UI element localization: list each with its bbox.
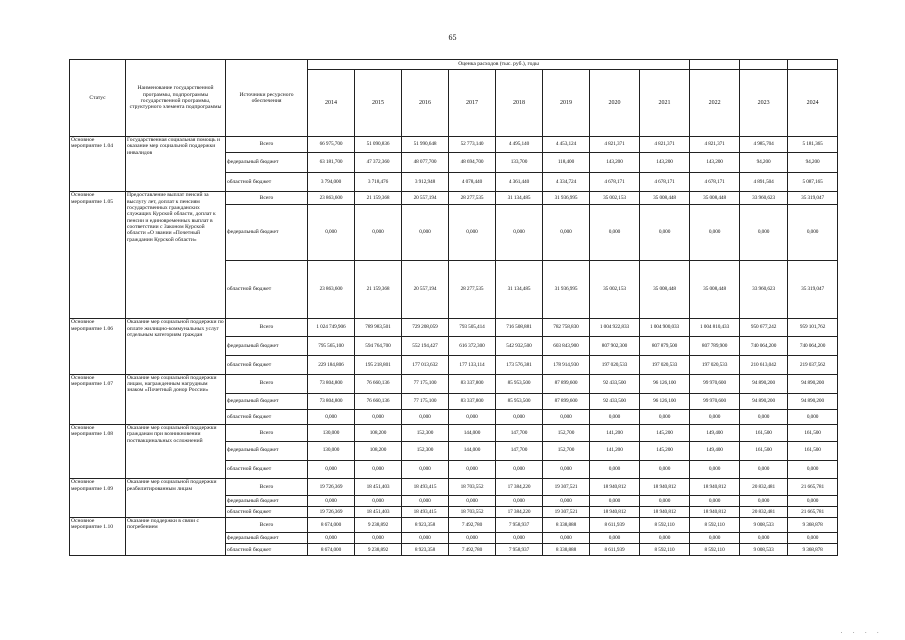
- header-year: 2019: [543, 70, 590, 137]
- amount-cell: 18 940,812: [640, 479, 690, 496]
- page-number: 65: [448, 33, 457, 42]
- amount-cell: 19 307,521: [543, 506, 590, 518]
- amount-cell: 28 277,535: [449, 192, 496, 205]
- amount-cell: 0,000: [640, 496, 690, 506]
- amount-cell: 4 495,140: [496, 137, 543, 153]
- amount-cell: 0,000: [449, 410, 496, 425]
- amount-cell: 85 953,500: [496, 393, 543, 410]
- measure-name: Оказание поддержки в связи с погребением: [126, 518, 226, 556]
- measure-status: Основное мероприятие 1.08: [70, 424, 126, 478]
- amount-cell: 18 940,812: [590, 479, 640, 496]
- header-estimate: Оценка расходов (тыс. руб.), годы: [308, 60, 690, 70]
- funding-source: Всего: [226, 479, 308, 496]
- amount-cell: 1 024 749,906: [308, 319, 355, 337]
- amount-cell: 94 890,200: [740, 393, 788, 410]
- amount-cell: 48 694,700: [449, 152, 496, 172]
- funding-source: федеральный бюджет: [226, 393, 308, 410]
- amount-cell: 3 794,000: [308, 172, 355, 192]
- amount-cell: 197 020,533: [690, 355, 740, 374]
- amount-cell: 51 090,836: [355, 137, 402, 153]
- amount-cell: 31 936,995: [543, 260, 590, 319]
- amount-cell: 145,200: [640, 441, 690, 460]
- amount-cell: 161,500: [740, 441, 788, 460]
- header-blank-2023: [740, 60, 788, 70]
- amount-cell: 0,000: [355, 205, 402, 261]
- amount-cell: 18 940,812: [690, 479, 740, 496]
- amount-cell: 542 932,500: [496, 337, 543, 356]
- amount-cell: 0,000: [402, 532, 449, 544]
- amount-cell: 19 726,369: [308, 479, 355, 496]
- amount-cell: 0,000: [788, 460, 838, 479]
- amount-cell: 0,000: [690, 532, 740, 544]
- amount-cell: 18 451,403: [355, 479, 402, 496]
- amount-cell: 66 975,700: [308, 137, 355, 153]
- funding-source: областной бюджет: [226, 506, 308, 518]
- amount-cell: 793 505,414: [449, 319, 496, 337]
- amount-cell: 0,000: [640, 460, 690, 479]
- amount-cell: 8 592,110: [640, 518, 690, 533]
- table-row: [70, 137, 838, 153]
- amount-cell: 21 665,781: [788, 506, 838, 518]
- amount-cell: 0,000: [690, 496, 740, 506]
- amount-cell: 31 134,485: [496, 192, 543, 205]
- measure-status: Основное мероприятие 1.10: [70, 518, 126, 556]
- amount-cell: 9 008,533: [740, 518, 788, 533]
- measure-status: Основное мероприятие 1.06: [70, 319, 126, 374]
- amount-cell: 4 821,371: [690, 137, 740, 153]
- funding-source: областной бюджет: [226, 172, 308, 192]
- amount-cell: 83 337,800: [449, 374, 496, 393]
- table-row: [70, 192, 838, 205]
- header-year: 2022: [690, 70, 740, 137]
- amount-cell: 807 902,300: [590, 337, 640, 356]
- amount-cell: 0,000: [690, 460, 740, 479]
- amount-cell: 9 368,878: [788, 544, 838, 556]
- amount-cell: 5 087,165: [788, 172, 838, 192]
- amount-cell: 0,000: [402, 460, 449, 479]
- amount-cell: 145,200: [640, 424, 690, 441]
- amount-cell: 0,000: [590, 205, 640, 261]
- amount-cell: 0,000: [308, 205, 355, 261]
- measure-name: Оказание мер социальной поддержки гражданам при возникновении поствакцинальных осложнений: [126, 424, 226, 478]
- amount-cell: 229 184,806: [308, 355, 355, 374]
- amount-cell: 18 703,552: [449, 479, 496, 496]
- amount-cell: 85 953,500: [496, 374, 543, 393]
- amount-cell: 18 940,812: [590, 506, 640, 518]
- amount-cell: 35 002,153: [590, 260, 640, 319]
- amount-cell: 1 004 810,433: [690, 319, 740, 337]
- funding-source: федеральный бюджет: [226, 205, 308, 261]
- amount-cell: 4 678,171: [640, 172, 690, 192]
- funding-source: Всего: [226, 319, 308, 337]
- amount-cell: 0,000: [740, 532, 788, 544]
- amount-cell: 0,000: [690, 410, 740, 425]
- amount-cell: 99 970,600: [690, 374, 740, 393]
- amount-cell: 795 565,100: [308, 337, 355, 356]
- table-row: [70, 479, 838, 496]
- amount-cell: 195 218,801: [355, 355, 402, 374]
- amount-cell: 0,000: [590, 532, 640, 544]
- amount-cell: 4 985,704: [740, 137, 788, 153]
- amount-cell: 18 940,812: [640, 506, 690, 518]
- funding-source: Всего: [226, 424, 308, 441]
- amount-cell: 8 338,888: [543, 518, 590, 533]
- amount-cell: 177 013,632: [402, 355, 449, 374]
- amount-cell: 20 832,481: [740, 506, 788, 518]
- amount-cell: 8 923,358: [402, 544, 449, 556]
- amount-cell: 18 493,415: [402, 506, 449, 518]
- amount-cell: 18 493,415: [402, 479, 449, 496]
- funding-source: Всего: [226, 374, 308, 393]
- amount-cell: 0,000: [355, 496, 402, 506]
- amount-cell: 35 008,448: [690, 192, 740, 205]
- amount-cell: 0,000: [496, 532, 543, 544]
- amount-cell: 141,200: [590, 441, 640, 460]
- amount-cell: 0,000: [355, 532, 402, 544]
- amount-cell: 73 804,800: [308, 374, 355, 393]
- amount-cell: 740 064,200: [788, 337, 838, 356]
- amount-cell: 0,000: [308, 496, 355, 506]
- amount-cell: 7 958,937: [496, 544, 543, 556]
- amount-cell: 8 592,110: [690, 518, 740, 533]
- amount-cell: 0,000: [740, 205, 788, 261]
- amount-cell: 94,200: [788, 152, 838, 172]
- amount-cell: 173 576,381: [496, 355, 543, 374]
- amount-cell: 143,200: [690, 152, 740, 172]
- amount-cell: 4 821,371: [640, 137, 690, 153]
- amount-cell: 35 319,047: [788, 192, 838, 205]
- amount-cell: 35 319,047: [788, 260, 838, 319]
- amount-cell: 8 338,888: [543, 544, 590, 556]
- amount-cell: 0,000: [308, 410, 355, 425]
- amount-cell: 0,000: [449, 460, 496, 479]
- amount-cell: 0,000: [402, 205, 449, 261]
- amount-cell: 21 159,368: [355, 260, 402, 319]
- amount-cell: 178 914,930: [543, 355, 590, 374]
- amount-cell: 8 674,000: [308, 544, 355, 556]
- amount-cell: 0,000: [740, 410, 788, 425]
- amount-cell: 92 433,500: [590, 374, 640, 393]
- amount-cell: 17 384,220: [496, 479, 543, 496]
- amount-cell: 0,000: [543, 460, 590, 479]
- amount-cell: 0,000: [543, 205, 590, 261]
- amount-cell: 83 337,800: [449, 393, 496, 410]
- header-year: 2020: [590, 70, 640, 137]
- amount-cell: 219 037,562: [788, 355, 838, 374]
- amount-cell: 94,200: [740, 152, 788, 172]
- measure-name: Государственная социальная помощь и оказание мер социальной поддержки инвалидов: [126, 137, 226, 192]
- amount-cell: 20 557,194: [402, 260, 449, 319]
- amount-cell: 716 508,881: [496, 319, 543, 337]
- amount-cell: 0,000: [788, 205, 838, 261]
- amount-cell: 0,000: [640, 410, 690, 425]
- amount-cell: 740 064,200: [740, 337, 788, 356]
- amount-cell: 21 159,368: [355, 192, 402, 205]
- amount-cell: 0,000: [590, 410, 640, 425]
- amount-cell: 0,000: [308, 460, 355, 479]
- amount-cell: 73 804,800: [308, 393, 355, 410]
- measure-status: Основное мероприятие 1.07: [70, 374, 126, 424]
- amount-cell: 143,200: [640, 152, 690, 172]
- amount-cell: 20 557,194: [402, 192, 449, 205]
- table-row: [70, 374, 838, 393]
- amount-cell: 4 078,440: [449, 172, 496, 192]
- amount-cell: 0,000: [308, 532, 355, 544]
- funding-source: Всего: [226, 192, 308, 205]
- funding-source: областной бюджет: [226, 460, 308, 479]
- amount-cell: 19 726,369: [308, 506, 355, 518]
- amount-cell: 197 020,533: [590, 355, 640, 374]
- amount-cell: 76 660,136: [355, 393, 402, 410]
- amount-cell: 0,000: [449, 496, 496, 506]
- expenses-table: [69, 59, 838, 556]
- amount-cell: 141,200: [590, 424, 640, 441]
- amount-cell: 3 718,476: [355, 172, 402, 192]
- amount-cell: 807 879,500: [640, 337, 690, 356]
- header-name: Наименование государственной программы, подпрограммы государственной программы, структурного элемента подпрограммы: [126, 60, 226, 137]
- amount-cell: 161,500: [788, 424, 838, 441]
- amount-cell: 950 677,242: [740, 319, 788, 337]
- amount-cell: 108,200: [355, 441, 402, 460]
- amount-cell: 143,200: [590, 152, 640, 172]
- amount-cell: 77 175,100: [402, 374, 449, 393]
- funding-source: федеральный бюджет: [226, 441, 308, 460]
- amount-cell: 552 194,427: [402, 337, 449, 356]
- amount-cell: 0,000: [449, 205, 496, 261]
- amount-cell: 8 674,000: [308, 518, 355, 533]
- amount-cell: 616 372,300: [449, 337, 496, 356]
- measure-name: Оказание мер социальной поддержки реабилитированным лицам: [126, 479, 226, 518]
- amount-cell: 35 002,153: [590, 192, 640, 205]
- amount-cell: 0,000: [740, 496, 788, 506]
- amount-cell: 0,000: [690, 205, 740, 261]
- corner-mark: · · · ·: [840, 629, 883, 637]
- amount-cell: 0,000: [402, 410, 449, 425]
- header-year: 2015: [355, 70, 402, 137]
- amount-cell: 31 936,995: [543, 192, 590, 205]
- header-year: 2023: [740, 70, 788, 137]
- amount-cell: 3 912,948: [402, 172, 449, 192]
- amount-cell: 94 890,200: [788, 374, 838, 393]
- amount-cell: 0,000: [543, 496, 590, 506]
- header-year: 2017: [449, 70, 496, 137]
- amount-cell: 47 372,360: [355, 152, 402, 172]
- amount-cell: 807 789,900: [690, 337, 740, 356]
- funding-source: федеральный бюджет: [226, 496, 308, 506]
- amount-cell: 9 238,892: [355, 544, 402, 556]
- amount-cell: 4 334,724: [543, 172, 590, 192]
- amount-cell: 177 133,114: [449, 355, 496, 374]
- amount-cell: 210 613,042: [740, 355, 788, 374]
- amount-cell: 108,200: [355, 424, 402, 441]
- amount-cell: 4 453,124: [543, 137, 590, 153]
- amount-cell: 147,700: [496, 441, 543, 460]
- header-year: 2016: [402, 70, 449, 137]
- amount-cell: 35 008,448: [690, 260, 740, 319]
- measure-status: Основное мероприятие 1.05: [70, 192, 126, 319]
- amount-cell: 94 890,200: [740, 374, 788, 393]
- table-row: [70, 319, 838, 337]
- amount-cell: 0,000: [496, 496, 543, 506]
- amount-cell: 87 899,600: [543, 374, 590, 393]
- amount-cell: 33 960,623: [740, 260, 788, 319]
- amount-cell: 23 863,600: [308, 192, 355, 205]
- amount-cell: 959 101,762: [788, 319, 838, 337]
- amount-cell: 63 181,700: [308, 152, 355, 172]
- amount-cell: 8 611,939: [590, 518, 640, 533]
- amount-cell: 9 238,892: [355, 518, 402, 533]
- amount-cell: 9 368,878: [788, 518, 838, 533]
- amount-cell: 1 004 900,033: [640, 319, 690, 337]
- amount-cell: 0,000: [496, 460, 543, 479]
- amount-cell: 0,000: [543, 410, 590, 425]
- amount-cell: 1 004 922,833: [590, 319, 640, 337]
- amount-cell: 28 277,535: [449, 260, 496, 319]
- amount-cell: 152,700: [543, 441, 590, 460]
- amount-cell: 20 832,481: [740, 479, 788, 496]
- amount-cell: 17 384,220: [496, 506, 543, 518]
- amount-cell: 8 592,110: [640, 544, 690, 556]
- measure-name: Оказание мер социальной поддержки по оплате жилищно-коммунальных услуг отдельным категориям граждан: [126, 319, 226, 374]
- amount-cell: 0,000: [496, 205, 543, 261]
- header-year: 2024: [788, 70, 838, 137]
- measure-status: Основное мероприятие 1.04: [70, 137, 126, 192]
- amount-cell: 96 126,100: [640, 393, 690, 410]
- amount-cell: 144,000: [449, 441, 496, 460]
- header-blank-2024: [788, 60, 838, 70]
- measure-name: Оказание мер социальной поддержки лицам, награжденным нагрудным знаком «Почетный донор России»: [126, 374, 226, 424]
- funding-source: федеральный бюджет: [226, 532, 308, 544]
- amount-cell: 149,400: [690, 424, 740, 441]
- amount-cell: 0,000: [402, 496, 449, 506]
- amount-cell: 4 891,504: [740, 172, 788, 192]
- amount-cell: 0,000: [355, 460, 402, 479]
- amount-cell: 161,500: [788, 441, 838, 460]
- amount-cell: 0,000: [640, 205, 690, 261]
- table-row: [70, 424, 838, 441]
- amount-cell: 603 843,900: [543, 337, 590, 356]
- table-row: [70, 518, 838, 533]
- amount-cell: 7 958,937: [496, 518, 543, 533]
- amount-cell: 18 451,403: [355, 506, 402, 518]
- amount-cell: 729 208,059: [402, 319, 449, 337]
- funding-source: областной бюджет: [226, 355, 308, 374]
- amount-cell: 197 020,533: [640, 355, 690, 374]
- header-year: 2021: [640, 70, 690, 137]
- amount-cell: 118,400: [543, 152, 590, 172]
- amount-cell: 9 008,533: [740, 544, 788, 556]
- amount-cell: 594 764,700: [355, 337, 402, 356]
- amount-cell: 87 899,600: [543, 393, 590, 410]
- amount-cell: 96 126,100: [640, 374, 690, 393]
- amount-cell: 18 940,812: [690, 506, 740, 518]
- amount-cell: 99 970,600: [690, 393, 740, 410]
- amount-cell: 130,000: [308, 441, 355, 460]
- amount-cell: 149,400: [690, 441, 740, 460]
- amount-cell: 0,000: [788, 410, 838, 425]
- measure-status: Основное мероприятие 1.09: [70, 479, 126, 518]
- amount-cell: 77 175,100: [402, 393, 449, 410]
- amount-cell: 4 678,171: [690, 172, 740, 192]
- amount-cell: 161,500: [740, 424, 788, 441]
- measure-name: Предоставление выплат пенсий за выслугу лет, доплат к пенсиям государственных гражданских служащих Курской области, доплат к пенсии и единовременных выплат в соответствии с Законом Курской области «О звании «Почетный гражданин Курской области»: [126, 192, 226, 319]
- amount-cell: 0,000: [640, 532, 690, 544]
- amount-cell: 0,000: [590, 460, 640, 479]
- amount-cell: 144,000: [449, 424, 496, 441]
- amount-cell: 152,300: [402, 424, 449, 441]
- amount-cell: 18 703,552: [449, 506, 496, 518]
- amount-cell: 0,000: [543, 532, 590, 544]
- funding-source: федеральный бюджет: [226, 152, 308, 172]
- amount-cell: 19 307,521: [543, 479, 590, 496]
- amount-cell: 5 181,365: [788, 137, 838, 153]
- amount-cell: 0,000: [355, 410, 402, 425]
- amount-cell: 0,000: [740, 460, 788, 479]
- amount-cell: 4 361,440: [496, 172, 543, 192]
- amount-cell: 0,000: [496, 410, 543, 425]
- table-body: [70, 137, 838, 556]
- amount-cell: 130,000: [308, 424, 355, 441]
- amount-cell: 31 134,485: [496, 260, 543, 319]
- amount-cell: 4 821,371: [590, 137, 640, 153]
- funding-source: Всего: [226, 518, 308, 533]
- amount-cell: 48 077,700: [402, 152, 449, 172]
- amount-cell: 7 492,780: [449, 544, 496, 556]
- amount-cell: 76 660,136: [355, 374, 402, 393]
- funding-source: федеральный бюджет: [226, 337, 308, 356]
- amount-cell: 782 758,830: [543, 319, 590, 337]
- amount-cell: 7 492,780: [449, 518, 496, 533]
- amount-cell: 92 433,500: [590, 393, 640, 410]
- funding-source: областной бюджет: [226, 544, 308, 556]
- amount-cell: 8 611,939: [590, 544, 640, 556]
- amount-cell: 21 665,781: [788, 479, 838, 496]
- amount-cell: 0,000: [788, 496, 838, 506]
- amount-cell: 35 008,448: [640, 260, 690, 319]
- header-row-top: [70, 60, 838, 70]
- funding-source: областной бюджет: [226, 410, 308, 425]
- amount-cell: 51 990,648: [402, 137, 449, 153]
- amount-cell: 8 592,110: [690, 544, 740, 556]
- amount-cell: 35 008,448: [640, 192, 690, 205]
- header-status: Статус: [70, 60, 126, 137]
- amount-cell: 8 923,358: [402, 518, 449, 533]
- header-year: 2014: [308, 70, 355, 137]
- funding-source: областной бюджет: [226, 260, 308, 319]
- amount-cell: 33 960,623: [740, 192, 788, 205]
- header-source: Источники ресурсного обеспечения: [226, 60, 308, 137]
- header-blank-2022: [690, 60, 740, 70]
- amount-cell: 23 863,600: [308, 260, 355, 319]
- amount-cell: 94 890,200: [788, 393, 838, 410]
- amount-cell: 0,000: [590, 496, 640, 506]
- amount-cell: 789 983,501: [355, 319, 402, 337]
- amount-cell: 0,000: [788, 532, 838, 544]
- amount-cell: 152,700: [543, 424, 590, 441]
- amount-cell: 4 678,171: [590, 172, 640, 192]
- amount-cell: 147,700: [496, 424, 543, 441]
- amount-cell: 0,000: [449, 532, 496, 544]
- amount-cell: 152,300: [402, 441, 449, 460]
- funding-source: Всего: [226, 137, 308, 153]
- header-year: 2018: [496, 70, 543, 137]
- amount-cell: 133,700: [496, 152, 543, 172]
- amount-cell: 52 773,140: [449, 137, 496, 153]
